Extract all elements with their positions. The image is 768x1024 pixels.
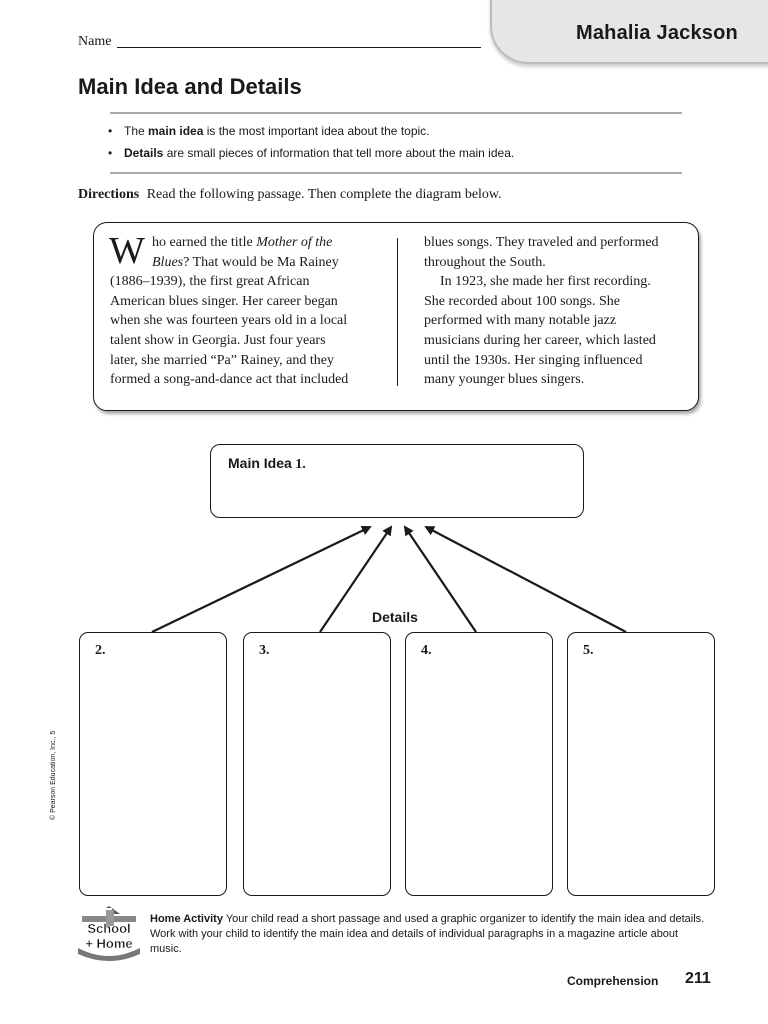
logo-line2: + Home: [85, 936, 133, 951]
passage-col2-line3: In 1923, she made her first recording.: [440, 274, 651, 290]
page-number: 211: [685, 970, 711, 987]
passage-col1-line4: American blues singer. Her career began: [110, 293, 338, 309]
passage-col1-line3: (1886–1939), the first great African: [110, 274, 310, 290]
detail-number-2: 2.: [95, 643, 106, 658]
detail-number-5: 5.: [583, 643, 594, 658]
detail-number-4: 4.: [421, 643, 432, 658]
drop-cap: W: [109, 230, 145, 272]
directions: Directions Read the following passage. Then complete the diagram below.: [78, 187, 502, 202]
passage-col1-line5: when she was fourteen years old in a local: [110, 313, 348, 329]
page-title: Main Idea and Details: [78, 74, 302, 99]
passage-col2-line5: performed with many notable jazz: [424, 313, 617, 329]
home-activity: Home Activity Your child read a short passage and used a graphic organizer to identify the main idea and details. Work with your child to identify the main idea and details of individual paragraphs in a magazine article about music.: [150, 913, 705, 955]
logo-line1: School: [87, 921, 131, 936]
passage-col2-line4: She recorded about 100 songs. She: [424, 293, 620, 309]
arrow-detail-5: [426, 527, 626, 632]
copyright-notice: © Pearson Education, Inc., 5: [50, 730, 57, 820]
arrow-detail-2: [152, 527, 370, 632]
passage-col1-line2: Blues? That would be Ma Rainey: [152, 254, 339, 270]
detail-box-2[interactable]: [79, 632, 227, 896]
bullet-icon: •: [108, 146, 113, 160]
passage-col2-line2: throughout the South.: [424, 254, 546, 270]
passage-col2-line1: blues songs. They traveled and performed: [424, 235, 659, 250]
passage-col2-line6: musicians during her career, which lasted: [424, 333, 656, 348]
topic-title: Mahalia Jackson: [576, 22, 738, 44]
detail-box-5[interactable]: [567, 632, 715, 896]
passage-col2-line7: until the 1930s. Her singing influenced: [424, 352, 643, 368]
detail-number-3: 3.: [259, 643, 270, 658]
definition-main-idea: • The main idea is the most important idea about the topic.: [108, 124, 430, 138]
passage-col1-line7: later, she married “Pa” Rainey, and they: [110, 352, 334, 368]
detail-box-3[interactable]: [243, 632, 391, 896]
footer-section: Comprehension: [567, 974, 659, 988]
name-label: Name: [78, 34, 112, 49]
school-home-logo-icon: [76, 906, 142, 964]
definition-details: • Details are small pieces of information that tell more about the main idea.: [108, 146, 515, 160]
passage-col1-line1: ho earned the title Mother of the: [152, 235, 333, 250]
detail-box-4[interactable]: [405, 632, 553, 896]
details-label: Details: [372, 609, 418, 625]
passage-col1-line8: formed a song-and-dance act that included: [110, 372, 349, 388]
bullet-icon: •: [108, 124, 113, 138]
passage-col1-line6: talent show in Georgia. Just four years: [110, 333, 326, 348]
passage-col2-line8: many younger blues singers.: [424, 372, 585, 388]
main-idea-label: Main Idea 1.: [228, 455, 306, 472]
